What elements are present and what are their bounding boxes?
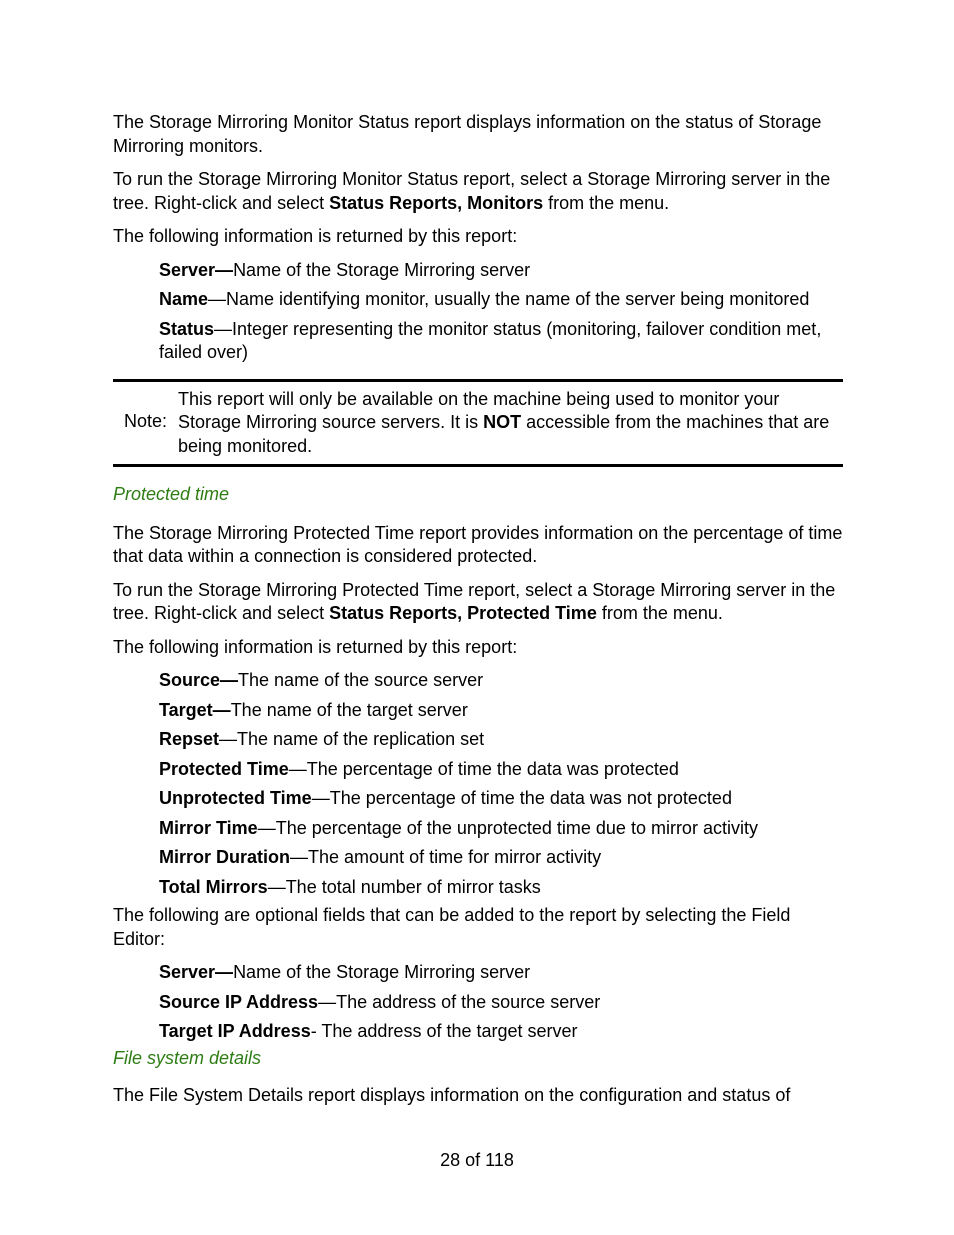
field-desc: —The percentage of time the data was protected — [288, 758, 679, 779]
protected-time-instructions — [113, 579, 843, 626]
field-item — [159, 991, 843, 1015]
field-desc: Name of the Storage Mirroring server — [233, 259, 531, 280]
optional-fields-intro: The following are optional fields that can be added to the report by selecting the Field Editor: — [113, 905, 791, 949]
text: To run the Storage Mirroring Monitor Status report, select a Storage Mirroring server in the tree. Right-click and select — [113, 169, 831, 213]
field-term: Total Mirrors — [159, 876, 268, 897]
field-term: Mirror Duration — [159, 847, 291, 867]
field-desc: —The name of the replication set — [219, 729, 485, 749]
text: from the menu. — [596, 603, 723, 623]
text: This report will only be available on the machine being used to monitor your Storage Mirroring source servers. It is — [178, 388, 780, 432]
section-heading-file-system: File system details — [113, 1047, 262, 1068]
field-item — [159, 259, 843, 283]
field-desc: —The address of the source server — [318, 991, 601, 1012]
field-desc: —The percentage of time the data was not protected — [311, 788, 732, 808]
document-body — [113, 111, 843, 1118]
field-term: Target— — [159, 699, 231, 720]
field-term: Status — [159, 318, 215, 339]
note-label: Note: — [123, 410, 168, 431]
intro-paragraph: The Storage Mirroring Monitor Status report displays information on the status of Storage Mirroring monitors. — [113, 112, 822, 156]
field-term: Server— — [159, 962, 234, 982]
field-item — [159, 1020, 843, 1044]
fields-intro: The following information is returned by this report: — [113, 226, 518, 246]
monitor-fields-list — [113, 259, 843, 365]
field-item — [159, 318, 843, 365]
text: To run the Storage Mirroring Protected Time report, select a Storage Mirroring server in the tree. Right-click and select — [113, 579, 836, 623]
protected-time-paragraph: The Storage Mirroring Protected Time report provides information on the percentage of time that data within a connection is considered protected. — [113, 522, 843, 566]
field-desc: - The address of the target server — [310, 1021, 578, 1041]
field-desc: —The amount of time for mirror activity — [290, 847, 602, 867]
note-text — [178, 388, 843, 459]
emphasis: NOT — [483, 412, 522, 432]
optional-fields-list — [113, 961, 843, 1044]
field-desc: —The percentage of the unprotected time due to mirror activity — [257, 817, 758, 838]
file-system-paragraph: The File System Details report displays information on the configuration and status of — [113, 1085, 791, 1105]
field-term: Unprotected Time — [159, 788, 312, 808]
field-item — [159, 817, 843, 841]
instructions-paragraph — [113, 168, 843, 215]
field-term: Source— — [159, 670, 239, 690]
field-item — [159, 787, 843, 811]
page-number: 28 of 118 — [440, 1150, 514, 1170]
field-item — [159, 699, 843, 723]
field-item — [159, 961, 843, 985]
field-desc: —Name identifying monitor, usually the name of the server being monitored — [208, 289, 810, 309]
field-item — [159, 846, 843, 870]
field-desc: —Integer representing the monitor status (monitoring, failover condition met, failed over) — [159, 318, 822, 362]
field-term: Target IP Address — [159, 1021, 311, 1041]
field-desc: The name of the source server — [238, 670, 484, 690]
menu-path: Status Reports, Monitors — [329, 192, 544, 213]
field-item — [159, 669, 843, 693]
field-term: Mirror Time — [159, 817, 258, 838]
field-desc: Name of the Storage Mirroring server — [233, 962, 531, 982]
field-term: Protected Time — [159, 758, 289, 779]
field-term: Source IP Address — [159, 991, 319, 1012]
field-item — [159, 288, 843, 312]
field-item — [159, 876, 843, 900]
menu-path: Status Reports, Protected Time — [329, 603, 597, 623]
text: from the menu. — [543, 192, 670, 213]
field-desc: —The total number of mirror tasks — [267, 876, 541, 897]
field-desc: The name of the target server — [230, 699, 468, 720]
fields-intro: The following information is returned by this report: — [113, 636, 518, 657]
text: accessible from the machines that are being monitored. — [178, 412, 830, 456]
field-item — [159, 758, 843, 782]
field-term: Repset — [159, 729, 220, 749]
field-term: Name — [159, 289, 209, 309]
note-box — [113, 379, 843, 468]
field-term: Server— — [159, 259, 234, 280]
section-heading-protected-time: Protected time — [113, 484, 230, 504]
field-item — [159, 728, 843, 752]
protected-time-fields-list — [113, 669, 843, 899]
